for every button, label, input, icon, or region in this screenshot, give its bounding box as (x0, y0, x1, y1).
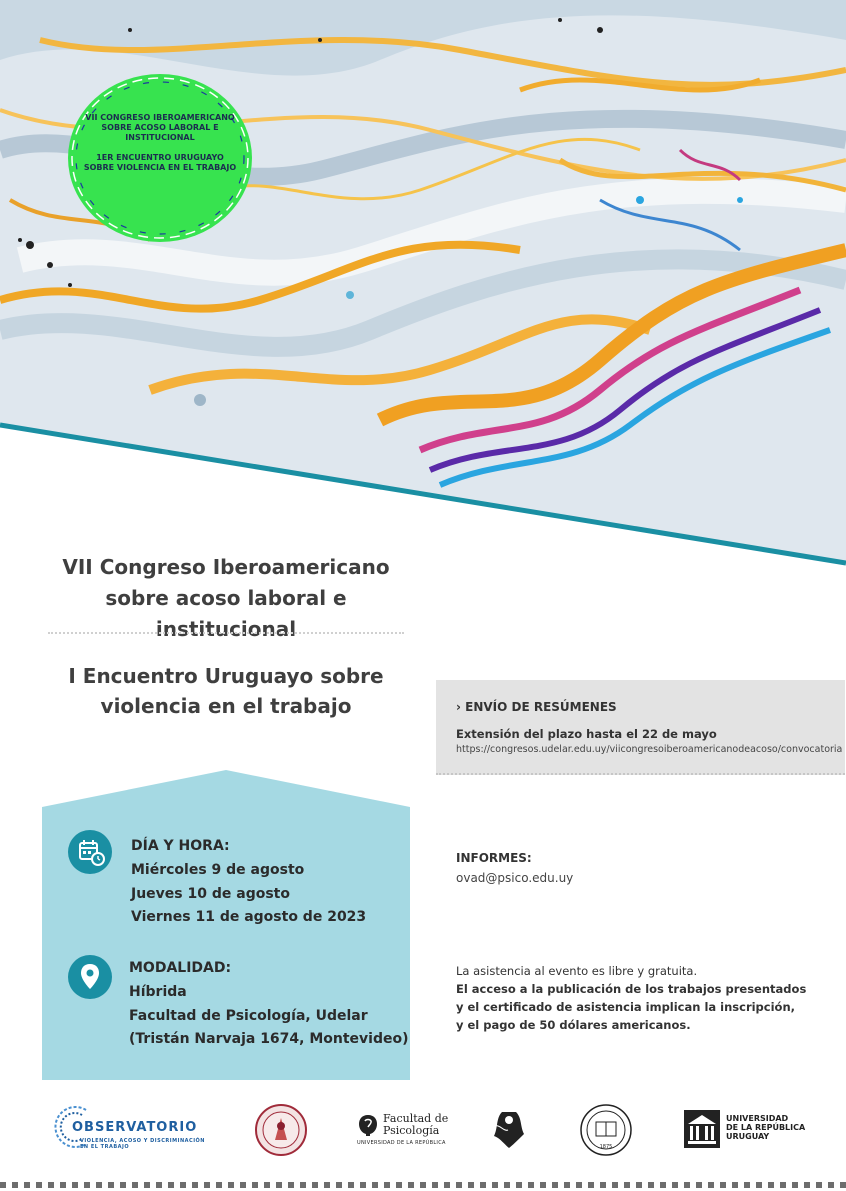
psicologia-line: Facultad de (383, 1112, 449, 1125)
modalidad-label: MODALIDAD: (129, 960, 232, 976)
resumenes-url-link[interactable]: https://congresos.udelar.edu.uy/viicongresoiberoamericanodeacoso/convocatoria (456, 744, 843, 755)
encuentro-title (40, 661, 412, 721)
badge-text (80, 113, 240, 183)
observatorio-title: OBSERVATORIO (72, 1120, 198, 1135)
udelar-line: UNIVERSIDAD (726, 1114, 789, 1123)
date-line: Jueves 10 de agosto (131, 885, 290, 902)
psicologia-subtitle: UNIVERSIDAD DE LA REPÚBLICA (357, 1140, 446, 1146)
observatorio-sub-line: EN EL TRABAJO (80, 1144, 130, 1150)
badge-line2: 1ER ENCUENTRO URUGUAYO SOBRE VIOLENCIA EN EL TRABAJO (83, 153, 237, 172)
modalidad-line: Facultad de Psicología, Udelar (129, 1007, 368, 1024)
dia-hora-label: DÍA Y HORA: (131, 838, 230, 854)
note-line: El acceso a la publicación de los trabajos presentados (456, 982, 807, 996)
resumenes-heading: › ENVÍO DE RESÚMENES (456, 700, 617, 714)
derecho-logo-icon (486, 1106, 532, 1152)
modalidad-details (129, 981, 409, 1052)
encuentro-title-line1: I Encuentro Uruguayo sobre (68, 664, 384, 688)
title-divider (48, 632, 404, 634)
udelar-logo-icon (684, 1110, 720, 1148)
informes-email-link[interactable]: ovad@psico.edu.uy (456, 871, 574, 885)
resumenes-deadline: Extensión del plazo hasta el 22 de mayo (456, 727, 717, 741)
attendance-note (456, 962, 806, 1034)
observatorio-sub-line: VIOLENCIA, ACOSO Y DISCRIMINACIÓN (80, 1138, 205, 1144)
seal-year: 1875 (599, 1144, 613, 1150)
modalidad-line: (Tristán Narvaja 1674, Montevideo) (129, 1031, 409, 1047)
psicologia-line: Psicología (383, 1124, 440, 1137)
calendar-icon (68, 830, 112, 874)
psicologia-logo-icon (357, 1113, 379, 1137)
udelar-line: URUGUAY (726, 1132, 770, 1141)
psicologia-logo-text (383, 1113, 448, 1137)
note-line: La asistencia al evento es libre y gratuita. (456, 964, 698, 978)
date-line: Viernes 11 de agosto de 2023 (131, 909, 367, 925)
badge-line1: VII CONGRESO IBEROAMERICANO SOBRE ACOSO LABORAL E INSTITUCIONAL (85, 113, 235, 142)
dia-hora-dates (131, 859, 366, 930)
resumenes-box (436, 680, 845, 775)
udelar-logo-text (726, 1114, 805, 1141)
date-line: Miércoles 9 de agosto (131, 862, 305, 878)
encuentro-title-line2: violencia en el trabajo (100, 694, 352, 718)
congress-title-line2: sobre acoso laboral e institucional (105, 586, 347, 641)
university-seal-icon (580, 1104, 632, 1156)
modalidad-line: Híbrida (129, 984, 187, 1000)
informes-label: INFORMES: (456, 851, 532, 865)
congress-title-line1: VII Congreso Iberoamericano (62, 555, 390, 579)
observatorio-subtitle (80, 1138, 205, 1150)
note-line: y el pago de 50 dólares americanos. (456, 1018, 691, 1032)
udelar-line: DE LA REPÚBLICA (726, 1123, 806, 1132)
note-line: y el certificado de asistencia implican la inscripción, (456, 1000, 796, 1014)
location-pin-icon (68, 955, 112, 999)
bottom-dotted-border (0, 1182, 846, 1188)
seal-logo-icon (255, 1104, 307, 1156)
